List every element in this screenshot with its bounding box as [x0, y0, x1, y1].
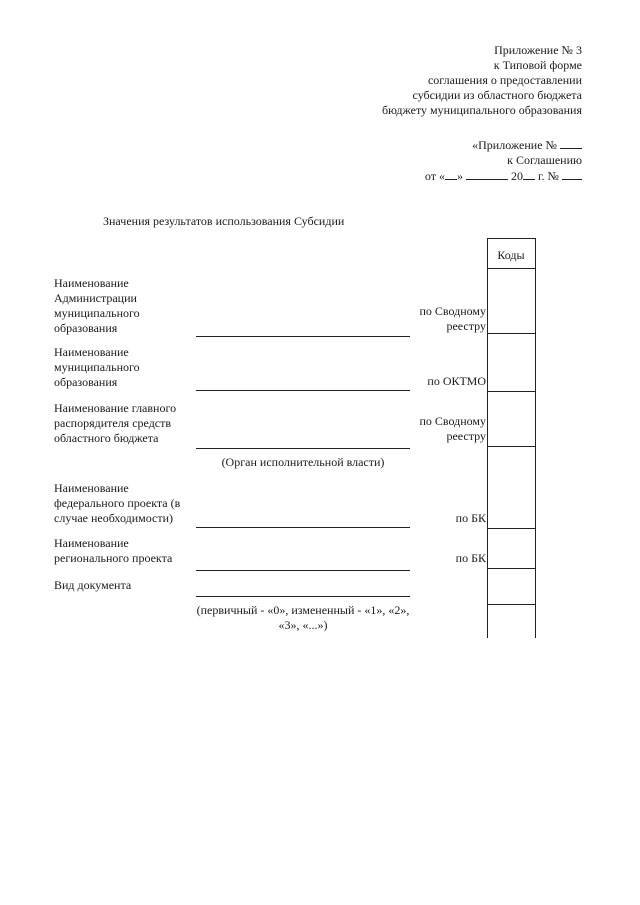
codes-divider [487, 604, 535, 605]
page-title: Значения результатов использования Субсидии [103, 214, 345, 228]
date-from: от « [424, 169, 445, 183]
blank-field [560, 137, 582, 149]
header-line: субсидии из областного бюджета [412, 88, 582, 102]
codes-right-border [535, 238, 536, 638]
fill-line [196, 527, 410, 528]
fill-line [196, 570, 410, 571]
row-label-regional-project: Наименование регионального проекта [54, 536, 173, 565]
attachment-prefix: «Приложение № [472, 138, 557, 152]
blank-field [445, 168, 457, 180]
fill-line [196, 448, 410, 449]
codes-divider [487, 568, 535, 569]
sub-caption: (Орган исполнительной власти) [221, 455, 385, 469]
blank-field [466, 168, 508, 180]
blank-field [562, 168, 582, 180]
code-label: по ОКТМО [427, 374, 486, 388]
codes-divider [487, 446, 535, 447]
attachment-reference [322, 137, 582, 184]
codes-divider [487, 391, 535, 392]
fill-line [196, 596, 410, 597]
codes-left-border [487, 238, 488, 638]
attachment-line2: к Соглашению [507, 153, 582, 167]
date-mid: » [456, 169, 463, 183]
header-line: соглашения о предоставлении [427, 73, 582, 87]
code-label: по Сводному реестру [419, 304, 486, 333]
header-line: Приложение № 3 [494, 43, 582, 57]
row-label-document-type: Вид документа [54, 578, 132, 592]
row-label-administration: Наименование Администрации муниципального образования [54, 276, 140, 335]
codes-divider [487, 268, 535, 269]
code-label: по БК [455, 551, 486, 565]
blank-field [523, 168, 535, 180]
year-prefix: 20 [510, 169, 523, 183]
code-label: по БК [455, 511, 486, 525]
codes-header: Коды [497, 248, 525, 262]
codes-divider [487, 333, 535, 334]
row-label-federal-project: Наименование федерального проекта (в случае необходимости) [54, 481, 181, 525]
row-label-municipality: Наименование муниципального образования [54, 345, 140, 389]
appendix-header [322, 43, 582, 118]
fill-line [196, 390, 410, 391]
codes-top-border [487, 238, 535, 239]
sub-caption: (первичный - «0», измененный - «1», «2», «3», «...») [196, 603, 410, 632]
header-line: бюджету муниципального образования [381, 103, 582, 117]
header-line: к Типовой форме [493, 58, 582, 72]
row-label-main-manager: Наименование главного распорядителя средств областного бюджета [54, 401, 177, 445]
code-label: по Сводному реестру [419, 414, 486, 443]
year-suffix: г. № [537, 169, 559, 183]
fill-line [196, 336, 410, 337]
codes-divider [487, 528, 535, 529]
